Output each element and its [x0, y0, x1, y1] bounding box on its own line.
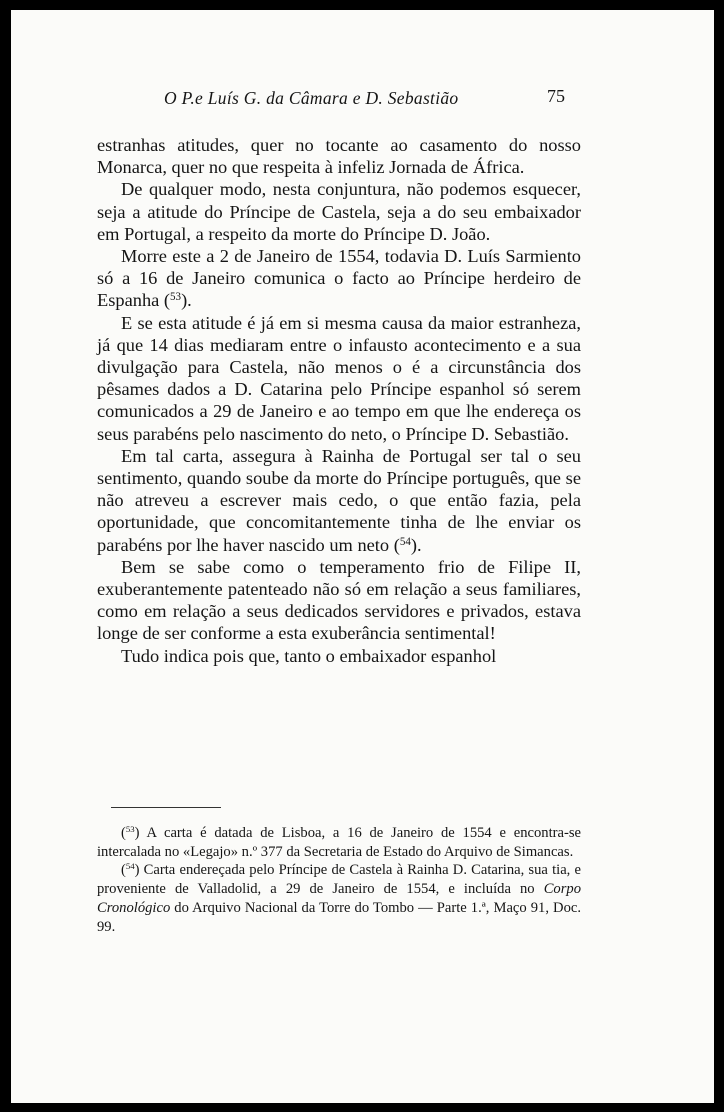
paragraph-7: Tudo indica pois que, tanto o embaixador espanhol	[121, 645, 497, 666]
footnote-53-text: ) A carta é datada de Lisboa, a 16 de Janeiro de 1554 e encontra-se intercalada no «Legajo» n.º 377 da Secretaria de Estado do Arquivo de Simancas.	[97, 825, 581, 860]
footnote-54-open: (	[121, 862, 126, 879]
footnote-54-text-end: do Arquivo Nacional da Torre do Tombo — Parte 1.ª, Maço 91, Doc. 99.	[97, 899, 581, 935]
footnote-54-title: Corpo Cronológico	[97, 881, 581, 916]
paragraph-3-text: Morre este a 2 de Janeiro de 1554, todavia D. Luís Sarmiento só a 16 de Janeiro comunica o facto ao Príncipe herdeiro de Espanha (	[97, 246, 581, 311]
footnote-54-text: ) Carta endereçada pelo Príncipe de Castela à Rainha D. Catarina, sua tia, e proveniente de Valladolid, a 29 de Janeiro de 1554, e incluída no	[97, 862, 581, 898]
paragraph-5	[97, 445, 581, 556]
footnote-53	[97, 824, 581, 861]
paragraph-2: De qualquer modo, nesta conjuntura, não podemos esquecer, seja a atitude do Príncipe de Castela, seja a do seu embaixador em Portugal, a respeito da morte do Príncipe D. João.	[97, 179, 581, 244]
paragraph-5-end: ).	[410, 534, 422, 555]
paragraph-6: Bem se sabe como o temperamento frio de Filipe II, exuberantemente patenteado não só em relação a seus familiares, como em relação a seus dedicados servidores e privados, estava longe de ser conforme a esta exuberância sentimental!	[97, 556, 581, 644]
footnote-53-number: 53	[125, 824, 135, 835]
paragraph-5-text: Em tal carta, assegura à Rainha de Portugal ser tal o seu sentimento, quando soube da morte do Príncipe português, que se não atreveu a escrever mais cedo, o que então fazia, pela oportunidade, que concomitantemente tinha de lhe enviar os parabéns por lhe haver nascido um neto (	[97, 445, 581, 555]
footnotes	[97, 824, 581, 936]
paragraph-4: E se esta atitude é já em si mesma causa da maior estranheza, já que 14 dias mediaram entre o infausto acontecimento e a sua divulgação para Castela, não menos o é a circunstância dos pêsames dados a D. Catarina pelo Príncipe espanhol só serem comunicados a 29 de Janeiro e ao tempo em que lhe endereça os seus parabéns pelo nascimento do neto, o Príncipe D. Sebastião.	[97, 312, 581, 444]
footnote-separator	[111, 807, 221, 808]
paragraph-3	[97, 245, 581, 312]
book-page	[11, 10, 714, 1103]
footnote-53-open: (	[121, 825, 126, 841]
footnote-54	[97, 861, 581, 936]
body-text	[97, 134, 581, 667]
page-number: 75	[547, 86, 565, 106]
footnote-ref-53: 53	[170, 291, 182, 304]
footnote-ref-54: 54	[399, 535, 411, 548]
paragraph-3-end: ).	[181, 290, 192, 311]
footnote-54-number: 54	[125, 861, 135, 872]
paragraph-1: estranhas atitudes, quer no tocante ao casamento do nosso Monarca, quer no que respeita à infeliz Jornada de África.	[97, 135, 581, 178]
running-header: O P.e Luís G. da Câmara e D. Sebastião	[164, 88, 459, 108]
